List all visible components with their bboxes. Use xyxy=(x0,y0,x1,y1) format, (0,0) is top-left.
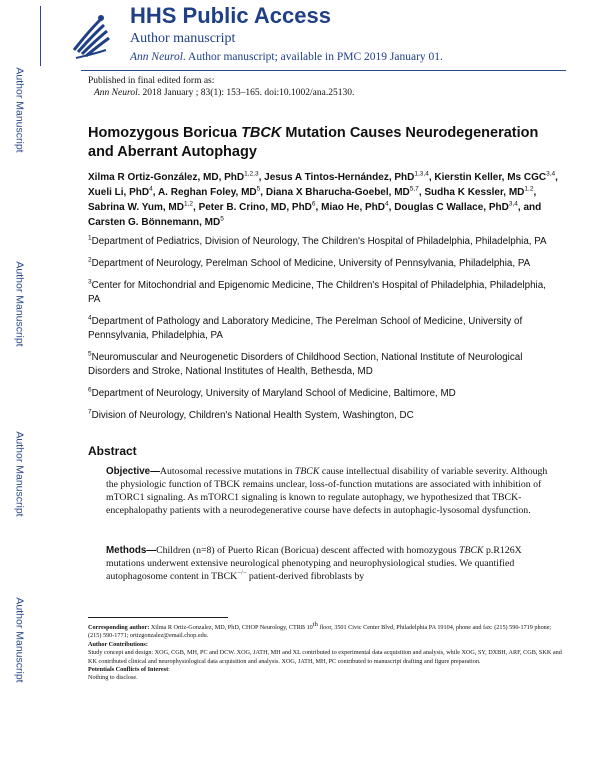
author-name: Kierstin Keller, Ms CGC xyxy=(434,172,547,183)
affiliation: $^7$Division of Neurology, Children's National Health System, Washington, DC xyxy=(88,408,414,421)
author-affiliation-marker: 1,2 xyxy=(524,185,534,193)
author-name: Sabrina W. Yum, MD xyxy=(88,202,184,213)
author-affiliation-marker: 5 xyxy=(220,215,224,223)
author-affiliation-marker: 5 xyxy=(256,185,261,193)
author-affiliation-marker: 4 xyxy=(149,185,153,193)
author-affiliation-marker: 1,2,3 xyxy=(244,170,259,178)
affiliation: $^5$Neuromuscular and Neurogenetic Disorders of Childhood Section, National Institute of Neurological Disorders and Stroke, National Institutes of Health, Bethesda, MD xyxy=(88,350,523,377)
sidebar-label: Author Manuscript xyxy=(14,597,26,683)
sidebar-label: Author Manuscript xyxy=(14,67,26,153)
affiliation: $^3$Center for Mitochondrial and Epigenomic Medicine, The Children's Hospital of Philadelphia, Philadelphia, PA xyxy=(88,278,546,305)
abstract-methods: Methods—Children (n=8) of Puerto Rican (Boricua) descent affected with homozygous TBCK p.R126X mutations underwent extensive neurological phenotyping and neurophysiological studies. We quantified autophagosome content in TBCK−/− patient-derived fibroblasts by xyxy=(106,545,522,582)
sidebar xyxy=(0,0,40,776)
author-name: Sudha K Kessler, MD xyxy=(424,187,525,198)
article-title: Homozygous Boricua TBCK Mutation Causes Neurodegeneration and Aberrant Autophagy xyxy=(88,125,539,160)
author-affiliation-marker: 3,4 xyxy=(546,170,556,178)
affiliation: $^2$Department of Neurology, Perelman School of Medicine, University of Pennsylvania, Philadelphia, PA xyxy=(88,256,531,269)
sidebar-label: Author Manuscript xyxy=(14,431,26,517)
author-list: Xilma R Ortiz-González, MD, PhD$^{1,2,3}$, Jesus A Tintos-Hernández, PhD$^{1,3,4}$, Kierstin Keller, Ms CGC$^{3,4}$, Xueli Li, PhD$^4$, A. Reghan Foley, $MD^5$, Diana X Bharucha-Goebel, MD$^{5,7}$, Sudha K Kessler, MD$^{1,2}$, Sabrina W. Yum, MD$^{1,2}$, Peter B. Crino, MD, PhD$^6$, Miao He, PhD$^4$, Douglas C Wallace, PhD$^{3,4}$, and Carsten G. Bönnemann, $MD^5$ xyxy=(88,170,558,228)
author-name: A. Reghan Foley, MD xyxy=(157,187,257,198)
affiliation: $^6$Department of Neurology, University of Maryland School of Medicine, Baltimore, MD xyxy=(88,386,456,399)
author-manuscript-label: Author manuscript xyxy=(130,31,236,46)
sidebar-label: Author Manuscript xyxy=(14,261,26,347)
affiliation-list xyxy=(88,235,560,431)
citation: Ann Neurol. 2018 January ; 83(1): 153–165. doi:10.1002/ana.25130. xyxy=(94,88,355,98)
author-affiliation-marker: 1,2 xyxy=(183,200,193,208)
author-contributions: Author Contributions: xyxy=(88,640,148,648)
footnotes: Corresponding author: Xilma R Ortiz-Gonzalez, MD, PhD, CHOP Neurology, CTRB 10th floor, 3501 Civic Center Blvd, Philadelphia PA 19104, phone and fax: (215) 590-1719 phone; (215) 590-1771; ortizgonzalez@email.chop.edu. Author Contributions: Study concept and design: XOG, CGB, MH, PC and DCW. XOG, JATH, MH and XL contributed to experimental data acquisition and analysis, while XOG, SY, DXBH, ARF, CGB, SKK and KK contributed clinical and neurophysiological data acquisition and analysis. XOG, JATH, MH, PC contributed to manuscript drafting and figure preparation. Potentials Conflicts of Interest: Nothing to disclose. xyxy=(88,624,564,683)
publication-info: Published in final edited form as: Ann Neurol. 2018 January ; 83(1): 153–165. doi:10.1002/ana.25130. xyxy=(88,76,355,98)
hhs-eagle-logo xyxy=(70,10,112,62)
author-name: Peter B. Crino, MD, PhD xyxy=(198,202,312,213)
header-rule xyxy=(81,70,566,71)
hhs-title: HHS Public Access xyxy=(130,3,331,28)
author-affiliation-marker: 6 xyxy=(311,200,316,208)
abstract-heading: Abstract xyxy=(88,444,137,458)
author-name: Douglas C Wallace, PhD xyxy=(394,202,509,213)
footnote-rule xyxy=(88,617,228,618)
conflicts-of-interest: Potentials Conflicts of Interest: xyxy=(88,666,170,674)
affiliation: $^1$Department of Pediatrics, Division of Neurology, The Children's Hospital of Philadelphia, Philadelphia, PA xyxy=(88,234,547,247)
author-name: Diana X Bharucha-Goebel, MD xyxy=(265,187,410,198)
author-affiliation-marker: 4 xyxy=(385,200,389,208)
author-name: Carsten G. Bönnemann, MD xyxy=(88,217,221,228)
header-divider xyxy=(40,6,41,66)
corresponding-author: Corresponding author: Xilma R Ortiz-Gonzalez, MD, PhD, CHOP Neurology, CTRB 10th floor, 3501 Civic Center Blvd, Philadelphia PA 19104, phone and fax: (215) 590-1719 phone; (215) 590-1771; ortizgonzalez@email.chop.edu. xyxy=(88,620,552,640)
abstract-objective: Objective—Autosomal recessive mutations in TBCK cause intellectual disability of variable severity. Although the physiologic function of TBCK remains unclear, loss-of-function mutations are associated with inhibition of mTORC1 signaling. As mTORC1 signaling is known to regulate autophagy, we hypothesized that TBCK-encephalopathy patients with a neurodegenerative course have defects in autophagic-lysosomal dysfunction. xyxy=(106,466,548,516)
affiliation: $^4$Department of Pathology and Laboratory Medicine, The Perelman School of Medicine, University of Pennsylvania, Philadelphia, PA xyxy=(88,314,523,341)
author-affiliation-marker: 3,4 xyxy=(508,200,518,208)
author-affiliation-marker: 5,7 xyxy=(409,185,419,193)
author-name: Xilma R Ortiz-González, MD, PhD xyxy=(88,172,245,183)
author-name: Jesus A Tintos-Hernández, PhD xyxy=(264,172,415,183)
author-name: Miao He, PhD xyxy=(321,202,386,213)
availability-line: Ann Neurol. Author manuscript; available in PMC 2019 January 01. xyxy=(130,51,443,63)
author-affiliation-marker: 1,3,4 xyxy=(414,170,429,178)
author-name: Xueli Li, PhD xyxy=(88,187,150,198)
